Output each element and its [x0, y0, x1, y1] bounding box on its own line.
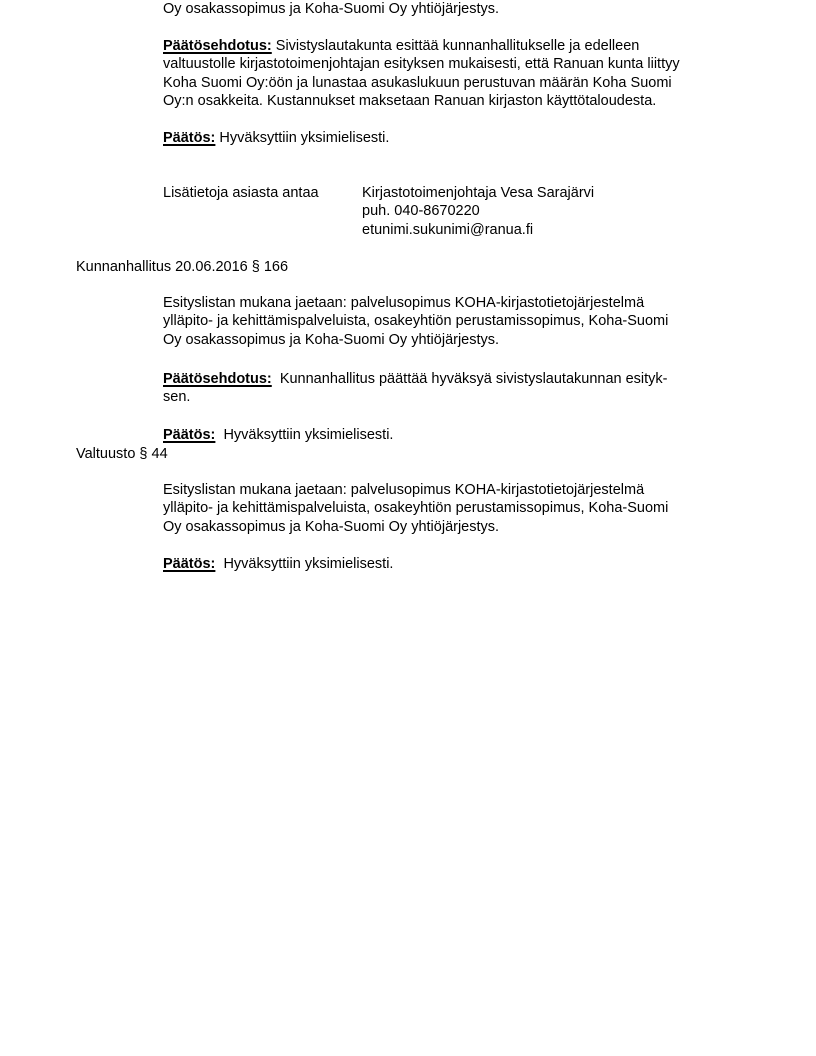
decision-text: Hyväksyttiin yksimielisesti.	[215, 130, 390, 146]
decision-label: Päätös:	[163, 130, 216, 146]
contact-info	[362, 184, 594, 239]
attachments-line: Esityslistan mukana jaetaan: palvelusopimus KOHA-kirjastotietojärjestelmä	[163, 295, 645, 311]
contact-label: Lisätietoja asiasta antaa	[163, 185, 319, 201]
decision-label: Päätös:	[163, 427, 216, 443]
proposal-line: Koha Suomi Oy:öön ja lunastaa asukaslukuun perustuvan määrän Koha Suomi	[163, 74, 672, 91]
section-heading-kunnanhallitus: Kunnanhallitus 20.06.2016 § 166	[76, 259, 289, 275]
proposal-line: Oy:n osakkeita. Kustannukset maksetaan Ranuan kirjaston käyttötaloudesta.	[163, 93, 657, 110]
decision-2	[163, 426, 393, 444]
proposal-line: valtuustolle kirjastotoimenjohtajan esityksen mukaisesti, että Ranuan kunta liittyy	[163, 56, 680, 73]
proposal-line: Kunnanhallitus päättää hyväksyä sivistyslautakunnan esityk-	[271, 371, 668, 387]
decision-3	[163, 555, 393, 573]
attachments-line: Oy osakassopimus ja Koha-Suomi Oy yhtiöjärjestys.	[163, 518, 500, 535]
proposal-line: sen.	[163, 389, 191, 406]
proposal-label: Päätösehdotus:	[163, 38, 272, 54]
attachments-line: ylläpito- ja kehittämispalveluista, osakeyhtiön perustamissopimus, Koha-Suomi	[163, 313, 669, 330]
attachments-line: Esityslistan mukana jaetaan: palvelusopimus KOHA-kirjastotietojärjestelmä	[163, 482, 645, 498]
proposal-label: Päätösehdotus:	[163, 371, 272, 387]
attachments-paragraph-3	[163, 481, 668, 536]
contact-email[interactable]: etunimi.sukunimi@ranua.fi	[362, 221, 534, 238]
decision-1	[163, 129, 389, 147]
proposal-paragraph-1	[163, 37, 680, 111]
section-heading-valtuusto: Valtuusto § 44	[76, 446, 168, 462]
contact-phone: puh. 040-8670220	[362, 203, 480, 220]
intro-tail: Oy osakassopimus ja Koha-Suomi Oy yhtiöjärjestys.	[163, 1, 500, 17]
attachments-paragraph-2	[163, 294, 668, 349]
decision-text: Hyväksyttiin yksimielisesti.	[215, 556, 394, 572]
proposal-line: Sivistyslautakunta esittää kunnanhallitukselle ja edelleen	[271, 38, 640, 54]
decision-text: Hyväksyttiin yksimielisesti.	[215, 427, 394, 443]
contact-name: Kirjastotoimenjohtaja Vesa Sarajärvi	[362, 185, 595, 201]
attachments-line: ylläpito- ja kehittämispalveluista, osakeyhtiön perustamissopimus, Koha-Suomi	[163, 500, 669, 517]
proposal-paragraph-2	[163, 370, 668, 407]
decision-label: Päätös:	[163, 556, 216, 572]
attachments-line: Oy osakassopimus ja Koha-Suomi Oy yhtiöjärjestys.	[163, 331, 500, 348]
